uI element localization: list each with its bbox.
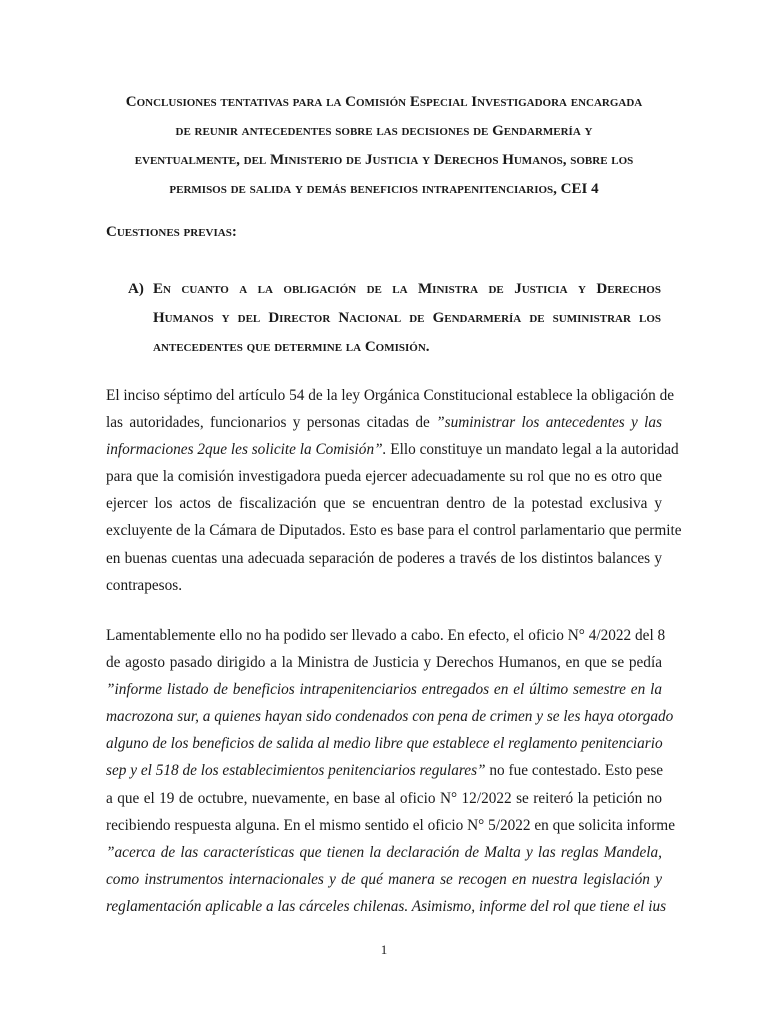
title-line-1: Conclusiones tentativas para la Comisión Especial Investigadora encargada [125, 94, 643, 110]
paragraph-2-line [106, 757, 662, 784]
title-line-3: eventualmente, del Ministerio de Justicia y Derechos Humanos, sobre los [134, 152, 634, 168]
paragraph-1 [106, 382, 682, 599]
plain-text: Ello constituye un mandato legal a la autoridad [386, 441, 679, 459]
subheading-line-2: Humanos y del Director Nacional de Gendarmería de suministrar los [153, 310, 661, 326]
quoted-text: reglamentación aplicable a las cárceles chilenas. Asimismo, informe del rol que tiene el ius [106, 897, 667, 915]
subheading-marker: A) [128, 281, 144, 297]
paragraph-2-line [106, 703, 674, 730]
subheading-line-1: En cuanto a la obligación de la Ministra de Justicia y Derechos [153, 281, 661, 297]
paragraph-1-line: El inciso séptimo del artículo 54 de la ley Orgánica Constitucional establece la obligación de [106, 387, 675, 404]
paragraph-1-line: en buenas cuentas una adecuada separación de poderes a través de los distintos balances y [106, 549, 662, 567]
paragraph-2-line [106, 839, 662, 866]
subheading-a [128, 275, 661, 362]
subheading-text [128, 275, 661, 362]
paragraph-2-line: a que el 19 de octubre, nuevamente, en base al oficio N° 12/2022 se reiteró la petición no [106, 789, 662, 807]
paragraph-1-line [106, 409, 662, 436]
title-line-2: de reunir antecedentes sobre las decisiones de Gendarmería y [175, 123, 593, 139]
paragraph-2-line: Lamentablemente ello no ha podido ser llevado a cabo. En efecto, el oficio N° 4/2022 del 8 [106, 627, 666, 644]
quoted-text: alguno de los beneficios de salida al medio libre que establece el reglamento penitenciario [106, 735, 663, 753]
paragraph-1-line: ejercer los actos de fiscalización que se encuentran dentro de la potestad exclusiva y [106, 495, 662, 513]
paragraph-2-line: recibiendo respuesta alguna. En el mismo sentido el oficio N° 5/2022 en que solicita informe [106, 816, 675, 834]
paragraph-2 [106, 622, 675, 920]
title-line-4: permisos de salida y demás beneficios intrapenitenciarios, CEI 4 [169, 181, 599, 197]
plain-text: las autoridades, funcionarios y personas citadas de [106, 414, 437, 432]
paragraph-1-line [106, 436, 679, 463]
quoted-text: ”acerca de las características que tienen la declaración de Malta y las reglas Mandela, [106, 843, 662, 861]
quoted-text: macrozona sur, a quienes hayan sido condenados con pena de crimen y se les haya otorgado [106, 708, 674, 726]
quoted-text: ”informe listado de beneficios intrapenitenciarios entregados en el último semestre en la [106, 681, 662, 699]
quoted-text: informaciones 2que les solicite la Comisión”. [106, 441, 387, 459]
quoted-text: como instrumentos internacionales y de qué manera se recogen en nuestra legislación y [106, 870, 662, 888]
paragraph-1-line: para que la comisión investigadora pueda ejercer adecuadamente su rol que no es otro que [106, 468, 662, 486]
paragraph-1-line: contrapesos. [106, 576, 183, 594]
document-title [90, 88, 678, 204]
paragraph-1-line: excluyente de la Cámara de Diputados. Esto es base para el control parlamentario que permite [106, 522, 682, 540]
paragraph-2-line: de agosto pasado dirigido a la Ministra de Justicia y Derechos Humanos, en que se pedía [106, 654, 662, 672]
plain-text: no fue contestado. Esto pese [485, 762, 664, 780]
page-number: 1 [380, 942, 388, 957]
paragraph-2-line [106, 676, 662, 703]
quoted-text: ”suministrar los antecedentes y las [436, 414, 662, 432]
paragraph-2-line [106, 893, 667, 920]
paragraph-2-line [106, 866, 662, 893]
quoted-text: sep y el 518 de los establecimientos penitenciarios regulares” [106, 762, 486, 780]
subheading-line-3: antecedentes que determine la Comisión. [153, 339, 430, 355]
paragraph-2-line [106, 730, 662, 757]
section-heading: Cuestiones previas: [106, 224, 237, 240]
